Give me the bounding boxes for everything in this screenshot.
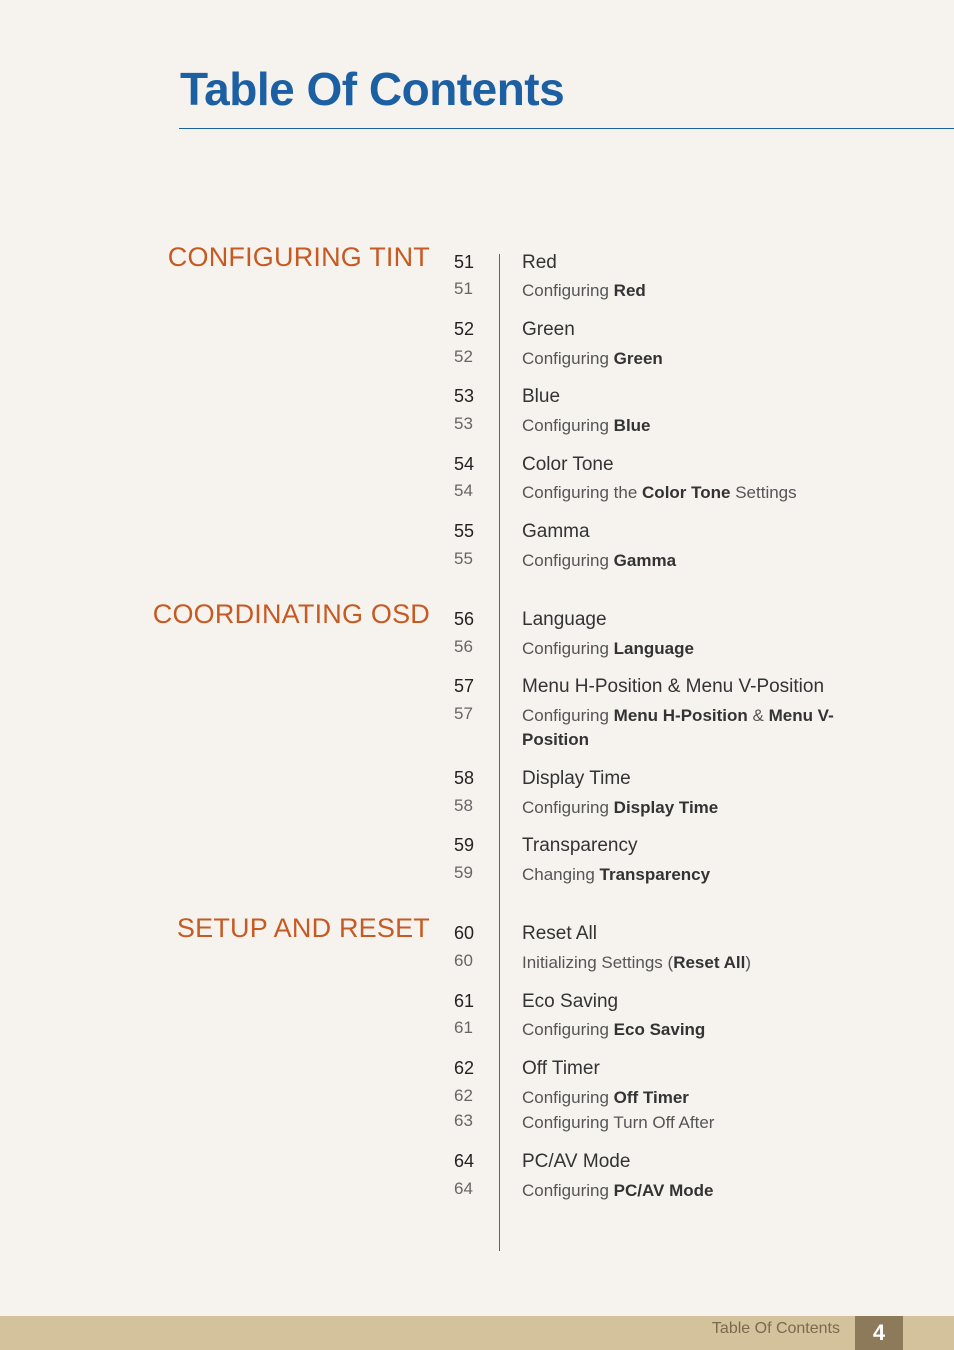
entry-title: Blue bbox=[522, 386, 561, 407]
page-number: 61 bbox=[454, 991, 475, 1011]
subentry-text: Configuring Blue bbox=[522, 416, 651, 435]
page-number: 51 bbox=[454, 252, 475, 272]
subentry-text: Configuring Menu H-Position & Menu V-Position bbox=[522, 706, 834, 749]
page-number: 62 bbox=[454, 1086, 473, 1105]
page-number: 58 bbox=[454, 796, 473, 815]
page-number: 57 bbox=[454, 704, 473, 723]
entry-title: Transparency bbox=[522, 835, 638, 856]
page-number: 59 bbox=[454, 835, 475, 855]
page-number: 52 bbox=[454, 347, 473, 366]
column-divider bbox=[499, 254, 500, 1251]
entry-title: Display Time bbox=[522, 768, 631, 789]
page-number: 64 bbox=[454, 1179, 473, 1198]
page-title: Table Of Contents bbox=[180, 63, 565, 115]
section-title-setup-and-reset: SETUP AND RESET bbox=[176, 913, 430, 943]
subentry-text: Configuring the Color Tone Settings bbox=[522, 483, 797, 502]
entry-title: Green bbox=[522, 319, 575, 340]
section-title-configuring-tint: CONFIGURING TINT bbox=[167, 242, 430, 272]
page-number: 55 bbox=[454, 549, 473, 568]
subentry-text: Configuring Language bbox=[522, 639, 694, 658]
subentry-text: Configuring Green bbox=[522, 349, 663, 368]
page-number-badge: 4 bbox=[855, 1316, 903, 1350]
page-number: 56 bbox=[454, 609, 475, 629]
page-number: 60 bbox=[454, 951, 473, 970]
subentry-text: Configuring Off Timer bbox=[522, 1088, 689, 1107]
subentry-text: Configuring Display Time bbox=[522, 798, 719, 817]
page-number: 54 bbox=[454, 454, 475, 474]
page-number: 64 bbox=[454, 1151, 475, 1171]
page-number: 53 bbox=[454, 414, 473, 433]
entry-title: Menu H-Position & Menu V-Position bbox=[522, 676, 825, 697]
entry-title: Language bbox=[522, 609, 607, 630]
subentry-text: Configuring Turn Off After bbox=[522, 1113, 715, 1132]
page-number: 52 bbox=[454, 319, 475, 339]
entry-title: PC/AV Mode bbox=[522, 1151, 631, 1172]
page-number: 59 bbox=[454, 863, 473, 882]
page-number: 53 bbox=[454, 386, 475, 406]
entry-title: Gamma bbox=[522, 521, 590, 542]
page-number: 56 bbox=[454, 637, 473, 656]
title-underline bbox=[179, 128, 954, 129]
page-number: 55 bbox=[454, 521, 475, 541]
section-title-coordinating-osd: COORDINATING OSD bbox=[152, 599, 430, 629]
entry-title: Eco Saving bbox=[522, 991, 619, 1012]
entry-title: Off Timer bbox=[522, 1058, 600, 1079]
subentry-text: Initializing Settings (Reset All) bbox=[522, 953, 751, 972]
page-number: 57 bbox=[454, 676, 475, 696]
entry-title: Red bbox=[522, 252, 557, 273]
subentry-text: Configuring Gamma bbox=[522, 551, 677, 570]
page-number: 54 bbox=[454, 481, 473, 500]
page-number: 63 bbox=[454, 1111, 473, 1130]
entry-title: Reset All bbox=[522, 923, 597, 944]
subentry-text: Configuring Red bbox=[522, 281, 646, 300]
entry-title: Color Tone bbox=[522, 454, 614, 475]
page-number: 60 bbox=[454, 923, 475, 943]
page-number: 61 bbox=[454, 1018, 473, 1037]
footer-label: Table Of Contents bbox=[711, 1320, 840, 1337]
page-number: 51 bbox=[454, 279, 473, 298]
page-number: 62 bbox=[454, 1058, 475, 1078]
page-number: 58 bbox=[454, 768, 475, 788]
subentry-text: Configuring Eco Saving bbox=[522, 1020, 706, 1039]
subentry-text: Configuring PC/AV Mode bbox=[522, 1181, 714, 1200]
subentry-text: Changing Transparency bbox=[522, 865, 711, 884]
